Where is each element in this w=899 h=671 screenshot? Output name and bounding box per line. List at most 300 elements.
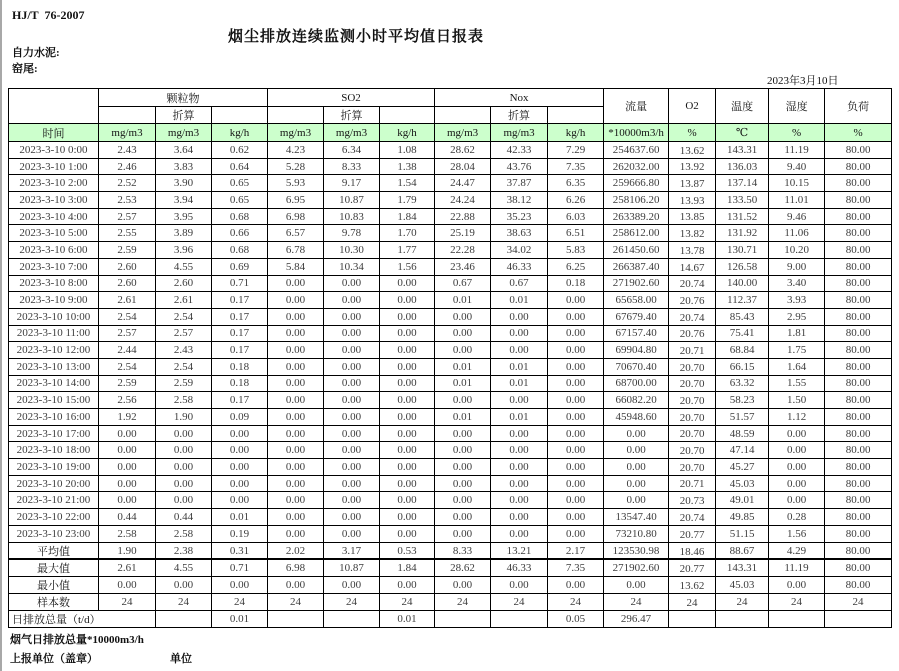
summary-row xyxy=(9,577,892,594)
value-cell: 20.74 xyxy=(669,509,716,526)
value-cell: 2.58 xyxy=(156,392,212,409)
value-cell: 10.34 xyxy=(324,258,380,275)
time-cell: 2023-3-10 20:00 xyxy=(9,475,99,492)
table-row xyxy=(9,525,892,542)
value-cell: 0.17 xyxy=(212,308,268,325)
value-cell: 80.00 xyxy=(825,308,892,325)
value-cell: 0.00 xyxy=(548,459,604,476)
value-cell: 0.00 xyxy=(212,475,268,492)
time-cell: 2023-3-10 22:00 xyxy=(9,509,99,526)
value-cell xyxy=(716,611,769,628)
value-cell: 0.01 xyxy=(435,292,491,309)
value-cell: 80.00 xyxy=(825,375,892,392)
value-cell: 46.33 xyxy=(491,258,548,275)
value-cell: 80.00 xyxy=(825,392,892,409)
value-cell: 2.56 xyxy=(99,392,156,409)
value-cell: 1.84 xyxy=(380,208,435,225)
table-row xyxy=(9,258,892,275)
value-cell: 11.06 xyxy=(769,225,825,242)
value-cell: 9.17 xyxy=(324,175,380,192)
value-cell: 2.59 xyxy=(156,375,212,392)
sub-blank xyxy=(548,107,604,124)
value-cell: 0.01 xyxy=(491,409,548,426)
time-cell: 2023-3-10 5:00 xyxy=(9,225,99,242)
value-cell: 2.60 xyxy=(99,275,156,292)
value-cell: 0.00 xyxy=(769,475,825,492)
value-cell: 20.70 xyxy=(669,409,716,426)
value-cell: 0.00 xyxy=(380,292,435,309)
value-cell: 6.95 xyxy=(268,192,324,209)
value-cell: 2.58 xyxy=(156,525,212,542)
value-cell: 0.00 xyxy=(604,475,669,492)
value-cell: 1.84 xyxy=(380,560,435,577)
table-row xyxy=(9,425,892,442)
value-cell: 0.05 xyxy=(548,611,604,628)
value-cell: 13.93 xyxy=(669,192,716,209)
value-cell: 0.00 xyxy=(380,425,435,442)
value-cell: 0.00 xyxy=(99,425,156,442)
col-temp: 温度 xyxy=(716,89,769,124)
value-cell: 1.54 xyxy=(380,175,435,192)
value-cell: 24 xyxy=(268,594,324,611)
value-cell: 0.00 xyxy=(491,308,548,325)
value-cell: 0.00 xyxy=(212,442,268,459)
value-cell: 11.01 xyxy=(769,192,825,209)
value-cell: 11.19 xyxy=(769,560,825,577)
value-cell: 13.82 xyxy=(669,225,716,242)
value-cell: 0.00 xyxy=(548,442,604,459)
value-cell: 1.38 xyxy=(380,158,435,175)
value-cell: 0.00 xyxy=(324,577,380,594)
value-cell: 0.00 xyxy=(324,358,380,375)
value-cell: 24 xyxy=(769,594,825,611)
value-cell: 126.58 xyxy=(716,258,769,275)
value-cell: 3.93 xyxy=(769,292,825,309)
value-cell: 66082.20 xyxy=(604,392,669,409)
value-cell: 0.00 xyxy=(99,492,156,509)
time-cell: 2023-3-10 8:00 xyxy=(9,275,99,292)
value-cell: 28.04 xyxy=(435,158,491,175)
value-cell: 0.00 xyxy=(380,358,435,375)
value-cell: 49.01 xyxy=(716,492,769,509)
value-cell: 66.15 xyxy=(716,358,769,375)
value-cell: 0.00 xyxy=(548,525,604,542)
value-cell: 0.00 xyxy=(324,409,380,426)
value-cell: 10.87 xyxy=(324,192,380,209)
value-cell: 0.00 xyxy=(324,525,380,542)
value-cell: 0.00 xyxy=(491,325,548,342)
value-cell: 0.00 xyxy=(380,577,435,594)
value-cell: 0.00 xyxy=(435,442,491,459)
value-cell: 0.00 xyxy=(156,475,212,492)
header-group-row xyxy=(9,89,892,107)
value-cell: 0.00 xyxy=(548,425,604,442)
value-cell: 51.15 xyxy=(716,525,769,542)
value-cell: 0.18 xyxy=(212,375,268,392)
value-cell: 1.79 xyxy=(380,192,435,209)
value-cell: 0.00 xyxy=(435,509,491,526)
value-cell: 58.23 xyxy=(716,392,769,409)
time-header: 时间 xyxy=(9,124,99,142)
value-cell: 2.46 xyxy=(99,158,156,175)
unit-humidity-percent: % xyxy=(769,124,825,142)
unit-so2-kgh: kg/h xyxy=(380,124,435,142)
value-cell: 20.77 xyxy=(669,525,716,542)
value-cell: 0.00 xyxy=(435,342,491,359)
value-cell: 0.00 xyxy=(156,492,212,509)
value-cell: 88.67 xyxy=(716,543,769,560)
value-cell: 0.00 xyxy=(380,325,435,342)
value-cell xyxy=(491,611,548,628)
table-row xyxy=(9,192,892,209)
value-cell: 0.00 xyxy=(324,509,380,526)
value-cell: 20.70 xyxy=(669,442,716,459)
value-cell: 20.71 xyxy=(669,475,716,492)
value-cell: 80.00 xyxy=(825,425,892,442)
value-cell: 67679.40 xyxy=(604,308,669,325)
time-cell: 2023-3-10 14:00 xyxy=(9,375,99,392)
value-cell: 24 xyxy=(604,594,669,611)
value-cell: 80.00 xyxy=(825,475,892,492)
value-cell: 0.00 xyxy=(491,342,548,359)
value-cell: 131.52 xyxy=(716,208,769,225)
summary-label: 最小值 xyxy=(9,577,99,594)
value-cell: 6.98 xyxy=(268,560,324,577)
flue-total-note: 烟气日排放总量*10000m3/h xyxy=(10,634,144,646)
value-cell: 20.74 xyxy=(669,308,716,325)
value-cell: 28.62 xyxy=(435,142,491,159)
time-cell: 2023-3-10 2:00 xyxy=(9,175,99,192)
value-cell: 0.00 xyxy=(380,509,435,526)
value-cell: 0.00 xyxy=(548,342,604,359)
value-cell: 0.18 xyxy=(548,275,604,292)
value-cell: 4.29 xyxy=(769,543,825,560)
value-cell: 131.92 xyxy=(716,225,769,242)
value-cell: 80.00 xyxy=(825,292,892,309)
group-so2: SO2 xyxy=(268,89,435,107)
summary-label: 最大值 xyxy=(9,560,99,577)
value-cell: 123530.98 xyxy=(604,543,669,560)
value-cell: 45.27 xyxy=(716,459,769,476)
value-cell: 259666.80 xyxy=(604,175,669,192)
value-cell: 0.00 xyxy=(156,459,212,476)
value-cell: 0.00 xyxy=(435,325,491,342)
table-row xyxy=(9,175,892,192)
value-cell: 0.00 xyxy=(324,342,380,359)
value-cell: 0.00 xyxy=(435,459,491,476)
value-cell: 80.00 xyxy=(825,560,892,577)
value-cell: 20.70 xyxy=(669,459,716,476)
value-cell: 80.00 xyxy=(825,208,892,225)
value-cell: 20.71 xyxy=(669,342,716,359)
value-cell: 0.00 xyxy=(268,275,324,292)
value-cell: 0.00 xyxy=(156,425,212,442)
value-cell: 24 xyxy=(212,594,268,611)
value-cell: 80.00 xyxy=(825,325,892,342)
table-row xyxy=(9,358,892,375)
value-cell: 9.78 xyxy=(324,225,380,242)
value-cell: 0.00 xyxy=(769,442,825,459)
value-cell: 25.19 xyxy=(435,225,491,242)
value-cell: 24 xyxy=(435,594,491,611)
value-cell: 20.70 xyxy=(669,375,716,392)
unit-so2-mg-converted: mg/m3 xyxy=(324,124,380,142)
value-cell: 10.15 xyxy=(769,175,825,192)
value-cell: 0.00 xyxy=(268,392,324,409)
value-cell: 70670.40 xyxy=(604,358,669,375)
value-cell: 0.64 xyxy=(212,158,268,175)
value-cell: 2.61 xyxy=(99,292,156,309)
header-units-row xyxy=(9,124,892,142)
value-cell: 0.01 xyxy=(212,509,268,526)
value-cell: 6.98 xyxy=(268,208,324,225)
value-cell: 0.00 xyxy=(268,358,324,375)
value-cell: 0.00 xyxy=(268,475,324,492)
value-cell: 1.56 xyxy=(769,525,825,542)
value-cell: 2.43 xyxy=(99,142,156,159)
table-row xyxy=(9,158,892,175)
value-cell: 0.00 xyxy=(548,375,604,392)
value-cell: 3.89 xyxy=(156,225,212,242)
value-cell: 5.84 xyxy=(268,258,324,275)
company-label: 自力水泥: xyxy=(12,47,60,59)
value-cell: 112.37 xyxy=(716,292,769,309)
value-cell: 0.00 xyxy=(491,392,548,409)
value-cell: 0.71 xyxy=(212,275,268,292)
value-cell: 0.00 xyxy=(548,358,604,375)
value-cell: 0.00 xyxy=(268,577,324,594)
time-cell: 2023-3-10 19:00 xyxy=(9,459,99,476)
value-cell: 49.85 xyxy=(716,509,769,526)
table-row xyxy=(9,325,892,342)
value-cell: 2.57 xyxy=(156,325,212,342)
value-cell: 20.70 xyxy=(669,392,716,409)
value-cell: 24 xyxy=(669,594,716,611)
summary-label: 日排放总量（t/d） xyxy=(9,611,156,628)
value-cell: 0.00 xyxy=(324,442,380,459)
value-cell: 24 xyxy=(99,594,156,611)
value-cell: 0.17 xyxy=(212,392,268,409)
time-cell: 2023-3-10 21:00 xyxy=(9,492,99,509)
value-cell: 7.29 xyxy=(548,142,604,159)
value-cell: 0.00 xyxy=(99,475,156,492)
time-cell: 2023-3-10 13:00 xyxy=(9,358,99,375)
value-cell: 35.23 xyxy=(491,208,548,225)
value-cell: 254637.60 xyxy=(604,142,669,159)
value-cell: 0.17 xyxy=(212,292,268,309)
time-cell: 2023-3-10 7:00 xyxy=(9,258,99,275)
value-cell: 271902.60 xyxy=(604,275,669,292)
value-cell: 0.00 xyxy=(548,308,604,325)
value-cell: 2.54 xyxy=(99,308,156,325)
value-cell: 3.83 xyxy=(156,158,212,175)
value-cell: 0.00 xyxy=(212,459,268,476)
group-nox: Nox xyxy=(435,89,604,107)
value-cell: 24.24 xyxy=(435,192,491,209)
value-cell: 262032.00 xyxy=(604,158,669,175)
value-cell: 45.03 xyxy=(716,577,769,594)
value-cell: 24 xyxy=(324,594,380,611)
value-cell: 0.00 xyxy=(324,475,380,492)
sub-converted-pm: 折算 xyxy=(156,107,212,124)
value-cell: 2.60 xyxy=(156,275,212,292)
value-cell: 6.51 xyxy=(548,225,604,242)
value-cell: 20.77 xyxy=(669,560,716,577)
value-cell: 0.66 xyxy=(212,225,268,242)
value-cell: 0.00 xyxy=(212,577,268,594)
value-cell: 51.57 xyxy=(716,409,769,426)
value-cell: 2.53 xyxy=(99,192,156,209)
value-cell: 43.76 xyxy=(491,158,548,175)
time-cell: 2023-3-10 18:00 xyxy=(9,442,99,459)
table-row xyxy=(9,492,892,509)
value-cell: 0.00 xyxy=(435,577,491,594)
value-cell: 2.58 xyxy=(99,525,156,542)
value-cell: 5.28 xyxy=(268,158,324,175)
value-cell: 3.64 xyxy=(156,142,212,159)
value-cell: 0.18 xyxy=(212,358,268,375)
value-cell: 1.08 xyxy=(380,142,435,159)
value-cell: 3.95 xyxy=(156,208,212,225)
value-cell: 0.00 xyxy=(324,292,380,309)
value-cell: 6.35 xyxy=(548,175,604,192)
value-cell: 0.00 xyxy=(604,492,669,509)
value-cell: 0.00 xyxy=(380,459,435,476)
value-cell: 80.00 xyxy=(825,142,892,159)
value-cell: 24 xyxy=(380,594,435,611)
value-cell: 2.54 xyxy=(156,308,212,325)
value-cell: 80.00 xyxy=(825,409,892,426)
value-cell: 2.55 xyxy=(99,225,156,242)
value-cell: 0.00 xyxy=(491,459,548,476)
value-cell: 0.00 xyxy=(548,509,604,526)
value-cell: 80.00 xyxy=(825,242,892,259)
sub-blank xyxy=(99,107,156,124)
value-cell: 0.00 xyxy=(604,442,669,459)
value-cell: 2.95 xyxy=(769,308,825,325)
value-cell: 1.70 xyxy=(380,225,435,242)
time-cell: 2023-3-10 12:00 xyxy=(9,342,99,359)
value-cell: 63.32 xyxy=(716,375,769,392)
value-cell: 1.56 xyxy=(380,258,435,275)
value-cell: 258612.00 xyxy=(604,225,669,242)
table-row xyxy=(9,142,892,159)
value-cell: 3.94 xyxy=(156,192,212,209)
value-cell: 45.03 xyxy=(716,475,769,492)
value-cell: 143.31 xyxy=(716,560,769,577)
value-cell: 266387.40 xyxy=(604,258,669,275)
value-cell: 10.83 xyxy=(324,208,380,225)
value-cell: 6.03 xyxy=(548,208,604,225)
value-cell: 20.70 xyxy=(669,425,716,442)
time-cell: 2023-3-10 4:00 xyxy=(9,208,99,225)
value-cell xyxy=(324,611,380,628)
value-cell: 10.20 xyxy=(769,242,825,259)
value-cell: 0.00 xyxy=(604,425,669,442)
col-flow: 流量 xyxy=(604,89,669,124)
value-cell: 23.46 xyxy=(435,258,491,275)
value-cell: 0.01 xyxy=(491,358,548,375)
value-cell: 0.00 xyxy=(156,577,212,594)
value-cell: 130.71 xyxy=(716,242,769,259)
value-cell: 0.00 xyxy=(268,342,324,359)
unit-pm-mg: mg/m3 xyxy=(99,124,156,142)
unit-o2-percent: % xyxy=(669,124,716,142)
value-cell: 1.50 xyxy=(769,392,825,409)
value-cell xyxy=(669,611,716,628)
table-row xyxy=(9,308,892,325)
value-cell: 0.00 xyxy=(268,492,324,509)
value-cell: 2.61 xyxy=(99,560,156,577)
value-cell: 6.26 xyxy=(548,192,604,209)
value-cell: 13.85 xyxy=(669,208,716,225)
value-cell: 68700.00 xyxy=(604,375,669,392)
value-cell: 85.43 xyxy=(716,308,769,325)
time-cell: 2023-3-10 10:00 xyxy=(9,308,99,325)
value-cell: 0.00 xyxy=(435,492,491,509)
value-cell: 1.92 xyxy=(99,409,156,426)
value-cell: 0.00 xyxy=(548,577,604,594)
total-row xyxy=(9,611,892,628)
value-cell: 75.41 xyxy=(716,325,769,342)
value-cell: 0.01 xyxy=(435,358,491,375)
value-cell: 5.83 xyxy=(548,242,604,259)
value-cell: 0.17 xyxy=(212,325,268,342)
standard-number: HJ/T 76-2007 xyxy=(12,8,85,22)
value-cell: 0.00 xyxy=(548,475,604,492)
value-cell: 24 xyxy=(825,594,892,611)
value-cell: 0.01 xyxy=(435,409,491,426)
value-cell: 3.90 xyxy=(156,175,212,192)
value-cell: 0.71 xyxy=(212,560,268,577)
value-cell: 0.00 xyxy=(324,392,380,409)
value-cell xyxy=(435,611,491,628)
value-cell: 1.64 xyxy=(769,358,825,375)
report-date: 2023年3月10日 xyxy=(767,75,839,87)
value-cell: 0.00 xyxy=(491,425,548,442)
unit-temp-celsius: ℃ xyxy=(716,124,769,142)
value-cell: 0.00 xyxy=(769,577,825,594)
value-cell: 2.60 xyxy=(99,258,156,275)
value-cell: 0.00 xyxy=(268,509,324,526)
value-cell: 5.93 xyxy=(268,175,324,192)
value-cell: 20.76 xyxy=(669,325,716,342)
sub-blank xyxy=(268,107,324,124)
value-cell: 0.67 xyxy=(491,275,548,292)
value-cell: 80.00 xyxy=(825,258,892,275)
time-header-blank xyxy=(9,89,99,124)
value-cell: 68.84 xyxy=(716,342,769,359)
value-cell: 2.44 xyxy=(99,342,156,359)
value-cell: 0.00 xyxy=(268,292,324,309)
unit-pm-mg-converted: mg/m3 xyxy=(156,124,212,142)
value-cell: 3.96 xyxy=(156,242,212,259)
value-cell: 3.17 xyxy=(324,543,380,560)
time-cell: 2023-3-10 1:00 xyxy=(9,158,99,175)
value-cell: 0.00 xyxy=(435,425,491,442)
value-cell: 24 xyxy=(156,594,212,611)
value-cell: 10.87 xyxy=(324,560,380,577)
time-cell: 2023-3-10 3:00 xyxy=(9,192,99,209)
table-row xyxy=(9,275,892,292)
value-cell: 0.00 xyxy=(769,459,825,476)
value-cell: 0.00 xyxy=(380,308,435,325)
value-cell: 2.57 xyxy=(99,325,156,342)
value-cell: 13.87 xyxy=(669,175,716,192)
value-cell: 8.33 xyxy=(324,158,380,175)
value-cell: 80.00 xyxy=(825,509,892,526)
sub-converted-nox: 折算 xyxy=(491,107,548,124)
